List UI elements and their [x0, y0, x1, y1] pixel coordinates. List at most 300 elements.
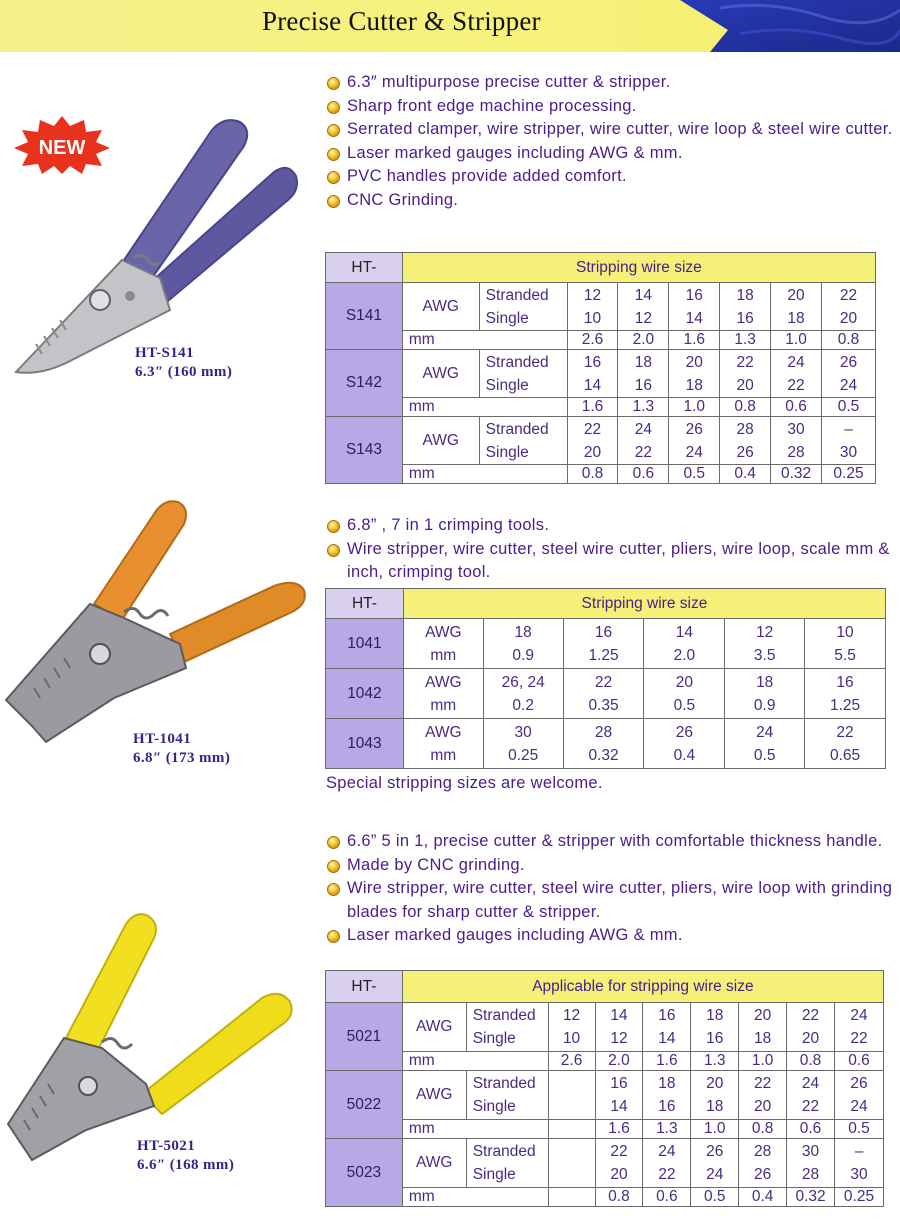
mm-value: 0.5: [835, 1120, 884, 1139]
mm-value: 0.25: [508, 746, 539, 764]
awg-value: 16: [594, 623, 613, 641]
product-model: HT-5021: [137, 1138, 196, 1154]
feature-item: Laser marked gauges including AWG & mm.: [325, 142, 895, 166]
mm-value: 5.5: [834, 646, 856, 664]
table-heading: Stripping wire size: [403, 589, 885, 619]
stranded-value: 24: [658, 1143, 676, 1160]
feature-item: 6.6” 5 in 1, precise cutter & stripper with comfortable thickness handle.: [325, 830, 895, 854]
gauge-cell: [595, 1003, 643, 1052]
gauge-cell: [725, 619, 805, 669]
awg-mm-label: [403, 719, 483, 769]
single-value: 30: [850, 1166, 868, 1183]
mm-value: 0.5: [691, 1188, 739, 1207]
mm-value: 0.5: [753, 746, 776, 764]
gauge-cell: [567, 350, 618, 398]
mm-value: 1.6: [595, 1120, 643, 1139]
gauge-cell: [567, 283, 618, 331]
single-value: 20: [801, 1030, 820, 1047]
gauge-cell: [548, 1071, 595, 1120]
single-value: 30: [839, 443, 858, 461]
stranded-value: 26: [839, 353, 858, 371]
mm-value: 0.8: [822, 331, 876, 350]
awg-label: AWG: [425, 673, 462, 691]
stranded-value: 12: [562, 1007, 581, 1024]
stranded-value: 30: [787, 420, 805, 438]
single-value: 22: [658, 1166, 676, 1183]
special-sizes-note: Special stripping sizes are welcome.: [326, 774, 603, 792]
single-value: 22: [850, 1030, 868, 1047]
gauge-cell: [643, 1071, 691, 1120]
single-value: 14: [685, 309, 703, 327]
feature-item: PVC handles provide added comfort.: [325, 165, 895, 189]
feature-item: 6.8” , 7 in 1 crimping tools.: [325, 514, 895, 538]
mm-value: 0.4: [720, 465, 771, 484]
feature-list-s141: [325, 71, 895, 212]
spec-table-1041: [325, 588, 886, 769]
feature-item: Wire stripper, wire cutter, steel wire cutter, pliers, wire loop with grinding blades for sharp cutter & stripper.: [325, 877, 895, 924]
table-row: [326, 719, 886, 769]
single-value: 18: [787, 309, 805, 327]
model-cell: 5021: [326, 1003, 403, 1071]
mm-value: 2.0: [595, 1052, 643, 1071]
stranded-value: 26: [850, 1075, 868, 1092]
single-label: Single: [485, 443, 529, 461]
mm-value: 0.8: [787, 1052, 835, 1071]
feature-item: Wire stripper, wire cutter, steel wire cutter, pliers, wire loop, scale mm & inch, crimping tool.: [325, 538, 895, 585]
single-value: 18: [754, 1030, 772, 1047]
mm-value: 0.6: [618, 465, 669, 484]
stranded-value: 16: [658, 1007, 676, 1024]
stranded-value: 20: [787, 286, 805, 304]
mm-value: [548, 1120, 595, 1139]
gauge-cell: [595, 1139, 643, 1188]
gauge-cell: [563, 619, 644, 669]
spec-table-5021: [325, 970, 884, 1207]
mm-value: 0.8: [720, 398, 771, 417]
stranded-single-label: [466, 1003, 548, 1052]
awg-value: 28: [594, 723, 613, 741]
stranded-value: 16: [610, 1075, 628, 1092]
feature-item: 6.3″ multipurpose precise cutter & stripper.: [325, 71, 895, 95]
stranded-value: 18: [658, 1075, 676, 1092]
banner-blue-decoration: [680, 0, 900, 52]
gauge-cell: [835, 1071, 884, 1120]
awg-label: AWG: [425, 723, 462, 741]
awg-value: 18: [756, 673, 774, 691]
model-cell: S142: [326, 350, 403, 417]
awg-value: 22: [594, 673, 613, 691]
stranded-value: 26: [685, 420, 703, 438]
gauge-cell: [771, 417, 822, 465]
stranded-value: 18: [706, 1007, 724, 1024]
bullet-icon: [327, 930, 340, 943]
gauge-cell: [563, 719, 644, 769]
awg-label: AWG: [402, 1003, 466, 1052]
mm-value: 1.6: [643, 1052, 691, 1071]
single-value: 16: [706, 1030, 724, 1047]
mm-value: 1.0: [771, 331, 822, 350]
single-value: 20: [583, 443, 602, 461]
mm-value: 1.25: [829, 696, 861, 714]
mm-value: 1.3: [643, 1120, 691, 1139]
awg-value: 26: [675, 723, 693, 741]
mm-value: 0.32: [588, 746, 619, 764]
bullet-icon: [327, 171, 340, 184]
single-value: 20: [754, 1098, 772, 1115]
gauge-cell: [739, 1071, 787, 1120]
awg-value: 18: [514, 623, 532, 641]
gauge-cell: [483, 719, 563, 769]
stranded-label: Stranded: [472, 1143, 536, 1160]
stranded-value: 18: [634, 353, 653, 371]
single-value: 24: [685, 443, 703, 461]
gauge-cell: [644, 719, 725, 769]
single-label: Single: [485, 309, 529, 327]
stranded-single-label: [479, 350, 567, 398]
mm-value: 2.6: [567, 331, 618, 350]
feature-list-5021: [325, 830, 895, 948]
product-model: HT-S141: [135, 345, 194, 361]
single-value: 28: [787, 443, 805, 461]
bullet-icon: [327, 124, 340, 137]
mm-value: 0.4: [739, 1188, 787, 1207]
product-label-1041: [133, 730, 230, 768]
table-row: [326, 1139, 884, 1188]
stranded-value: 14: [610, 1007, 628, 1024]
awg-label: AWG: [425, 623, 462, 641]
awg-label: AWG: [402, 1071, 466, 1120]
gauge-cell: [835, 1139, 884, 1188]
awg-value: 24: [756, 723, 774, 741]
mm-value: 0.35: [588, 696, 619, 714]
mm-value: 0.8: [595, 1188, 643, 1207]
gauge-cell: [595, 1071, 643, 1120]
single-value: 16: [736, 309, 754, 327]
mm-value: 1.3: [691, 1052, 739, 1071]
single-value: 14: [658, 1030, 676, 1047]
bullet-icon: [327, 195, 340, 208]
single-value: 12: [634, 309, 653, 327]
bullet-icon: [327, 883, 340, 896]
tool-illustration-1041: [4, 494, 308, 746]
single-value: 14: [610, 1098, 628, 1115]
table-row: [326, 1052, 884, 1071]
mm-value: 1.0: [691, 1120, 739, 1139]
gauge-cell: [787, 1003, 835, 1052]
mm-value: 1.0: [739, 1052, 787, 1071]
bullet-icon: [327, 836, 340, 849]
mm-value: 0.5: [669, 465, 720, 484]
mm-value: 0.32: [771, 465, 822, 484]
gauge-cell: [739, 1003, 787, 1052]
gauge-cell: [720, 417, 771, 465]
single-value: 20: [736, 376, 754, 394]
awg-value: 30: [514, 723, 532, 741]
single-value: 18: [706, 1098, 724, 1115]
mm-value: 0.6: [643, 1188, 691, 1207]
mm-value: 0.65: [829, 746, 861, 764]
single-value: 10: [583, 309, 602, 327]
stranded-value: 20: [754, 1007, 772, 1024]
spec-table-s141: [325, 252, 876, 484]
mm-value: 0.6: [771, 398, 822, 417]
mm-value: 0.4: [673, 746, 696, 764]
tool-illustration-5021: [6, 908, 296, 1166]
stranded-value: 28: [754, 1143, 772, 1160]
mm-value: 1.6: [669, 331, 720, 350]
gauge-cell: [618, 350, 669, 398]
gauge-cell: [669, 417, 720, 465]
gauge-cell: [669, 283, 720, 331]
mm-value: 2.6: [548, 1052, 595, 1071]
stranded-value: 22: [801, 1007, 820, 1024]
table-row: [326, 1120, 884, 1139]
stranded-value: 30: [801, 1143, 820, 1160]
feature-item: Serrated clamper, wire stripper, wire cutter, wire loop & steel wire cutter.: [325, 118, 895, 142]
stranded-value: 24: [801, 1075, 820, 1092]
gauge-cell: [720, 350, 771, 398]
stranded-single-label: [479, 283, 567, 331]
single-value: 16: [658, 1098, 676, 1115]
table-row: [326, 1003, 884, 1052]
stranded-value: 28: [736, 420, 754, 438]
single-value: 20: [610, 1166, 628, 1183]
mm-value: 0.25: [822, 465, 876, 484]
stranded-value: 26: [706, 1143, 724, 1160]
stranded-value: 20: [706, 1075, 724, 1092]
stranded-value: 12: [583, 286, 602, 304]
gauge-cell: [644, 669, 725, 719]
mm-value: 0.6: [835, 1052, 884, 1071]
bullet-icon: [327, 520, 340, 533]
single-label: Single: [472, 1030, 516, 1047]
gauge-cell: [643, 1003, 691, 1052]
mm-label: mm: [402, 331, 567, 350]
single-value: 10: [562, 1030, 581, 1047]
mm-value: 2.0: [673, 646, 696, 664]
table-row: [326, 350, 876, 398]
product-model: HT-1041: [133, 731, 192, 747]
gauge-cell: [822, 350, 876, 398]
product-label-s141: [135, 344, 232, 382]
mm-value: 0.25: [835, 1188, 884, 1207]
gauge-cell: [618, 417, 669, 465]
mm-value: 0.9: [753, 696, 776, 714]
awg-mm-label: [403, 669, 483, 719]
gauge-cell: [669, 350, 720, 398]
gauge-cell: [644, 619, 725, 669]
single-value: 14: [583, 376, 602, 394]
mm-label: mm: [402, 1120, 548, 1139]
mm-label: mm: [402, 1188, 548, 1207]
awg-label: AWG: [402, 417, 479, 465]
mm-value: [548, 1188, 595, 1207]
model-cell: 1041: [326, 619, 404, 669]
gauge-cell: [618, 283, 669, 331]
gauge-cell: [483, 669, 563, 719]
mm-label: mm: [402, 398, 567, 417]
mm-value: 0.6: [787, 1120, 835, 1139]
table-row: [326, 331, 876, 350]
gauge-cell: [787, 1139, 835, 1188]
mm-value: 1.0: [669, 398, 720, 417]
mm-value: 0.2: [512, 696, 534, 714]
stranded-value: 22: [754, 1075, 772, 1092]
gauge-cell: [720, 283, 771, 331]
gauge-cell: [771, 350, 822, 398]
mm-value: 0.9: [512, 646, 534, 664]
table-corner: HT-: [326, 589, 404, 619]
table-heading: Stripping wire size: [402, 253, 875, 283]
single-value: 26: [736, 443, 754, 461]
bullet-icon: [327, 148, 340, 161]
model-cell: 5022: [326, 1071, 403, 1139]
feature-item: CNC Grinding.: [325, 189, 895, 213]
mm-label: mm: [402, 465, 567, 484]
gauge-cell: [835, 1003, 884, 1052]
mm-value: 0.32: [787, 1188, 835, 1207]
mm-label: mm: [430, 696, 457, 714]
mm-value: 2.0: [618, 331, 669, 350]
stranded-label: Stranded: [472, 1007, 536, 1024]
mm-value: 1.3: [720, 331, 771, 350]
stranded-single-label: [466, 1071, 548, 1120]
awg-value: 16: [836, 673, 854, 691]
stranded-single-label: [479, 417, 567, 465]
awg-mm-label: [403, 619, 483, 669]
stranded-value: 16: [583, 353, 602, 371]
awg-label: AWG: [402, 350, 479, 398]
model-cell: 1042: [326, 669, 404, 719]
awg-label: AWG: [402, 283, 479, 331]
single-label: Single: [472, 1166, 516, 1183]
single-value: 18: [685, 376, 703, 394]
table-row: [326, 398, 876, 417]
feature-list-1041: [325, 514, 895, 585]
table-row: [326, 417, 876, 465]
bullet-icon: [327, 101, 340, 114]
gauge-cell: [483, 619, 563, 669]
single-value: 22: [634, 443, 653, 461]
awg-label: AWG: [402, 1139, 466, 1188]
single-label: Single: [485, 376, 529, 394]
mm-label: mm: [402, 1052, 548, 1071]
mm-label: mm: [430, 746, 457, 764]
gauge-cell: [548, 1003, 595, 1052]
awg-value: 10: [836, 623, 854, 641]
bullet-icon: [327, 77, 340, 90]
stranded-value: 22: [610, 1143, 628, 1160]
single-value: 12: [610, 1030, 628, 1047]
awg-value: 14: [675, 623, 693, 641]
gauge-cell: [691, 1071, 739, 1120]
stranded-value: 24: [850, 1007, 868, 1024]
stranded-value: 24: [634, 420, 653, 438]
product-size: 6.6″ (168 mm): [137, 1157, 235, 1173]
stranded-value: 22: [839, 286, 858, 304]
stranded-value: –: [844, 420, 853, 438]
awg-value: 12: [756, 623, 774, 641]
mm-value: 3.5: [753, 646, 776, 664]
model-cell: S141: [326, 283, 403, 350]
single-value: 24: [839, 376, 858, 394]
single-value: 24: [706, 1166, 724, 1183]
gauge-cell: [805, 719, 886, 769]
mm-value: 0.5: [673, 696, 696, 714]
header-banner: [0, 0, 900, 52]
bullet-icon: [327, 860, 340, 873]
stranded-label: Stranded: [472, 1075, 536, 1092]
product-size: 6.3″ (160 mm): [135, 364, 233, 380]
single-value: 20: [839, 309, 858, 327]
mm-value: 0.8: [567, 465, 618, 484]
awg-value: 26, 24: [501, 673, 545, 691]
single-value: 22: [801, 1098, 820, 1115]
new-badge-label: NEW: [38, 137, 86, 159]
stranded-value: 14: [634, 286, 653, 304]
stranded-value: 20: [685, 353, 703, 371]
single-value: 28: [801, 1166, 820, 1183]
single-value: 22: [787, 376, 805, 394]
table-heading: Applicable for stripping wire size: [402, 971, 883, 1003]
stranded-single-label: [466, 1139, 548, 1188]
awg-value: 22: [836, 723, 854, 741]
gauge-cell: [822, 417, 876, 465]
gauge-cell: [805, 669, 886, 719]
mm-label: mm: [430, 646, 457, 664]
feature-item: Sharp front edge machine processing.: [325, 95, 895, 119]
gauge-cell: [805, 619, 886, 669]
stranded-value: 18: [736, 286, 754, 304]
table-row: [326, 669, 886, 719]
table-row: [326, 283, 876, 331]
model-cell: 1043: [326, 719, 404, 769]
stranded-label: Stranded: [485, 286, 549, 304]
stranded-value: 22: [583, 420, 602, 438]
stranded-value: 16: [685, 286, 703, 304]
gauge-cell: [691, 1139, 739, 1188]
gauge-cell: [822, 283, 876, 331]
stranded-value: 24: [787, 353, 805, 371]
mm-value: 0.8: [739, 1120, 787, 1139]
model-cell: S143: [326, 417, 403, 484]
stranded-label: Stranded: [485, 420, 549, 438]
gauge-cell: [643, 1139, 691, 1188]
awg-value: 20: [675, 673, 693, 691]
stranded-label: Stranded: [485, 353, 549, 371]
single-value: 24: [850, 1098, 868, 1115]
product-label-5021: [137, 1137, 234, 1175]
table-row: [326, 619, 886, 669]
mm-value: 1.3: [618, 398, 669, 417]
gauge-cell: [787, 1071, 835, 1120]
stranded-value: –: [854, 1143, 864, 1160]
model-cell: 5023: [326, 1139, 403, 1207]
table-row: [326, 1071, 884, 1120]
mm-value: 1.6: [567, 398, 618, 417]
table-row: [326, 465, 876, 484]
feature-item: Laser marked gauges including AWG & mm.: [325, 924, 895, 948]
table-corner: HT-: [326, 253, 403, 283]
single-label: Single: [472, 1098, 516, 1115]
single-value: 26: [754, 1166, 772, 1183]
gauge-cell: [739, 1139, 787, 1188]
table-row: [326, 1188, 884, 1207]
gauge-cell: [567, 417, 618, 465]
table-corner: HT-: [326, 971, 403, 1003]
gauge-cell: [771, 283, 822, 331]
gauge-cell: [725, 719, 805, 769]
